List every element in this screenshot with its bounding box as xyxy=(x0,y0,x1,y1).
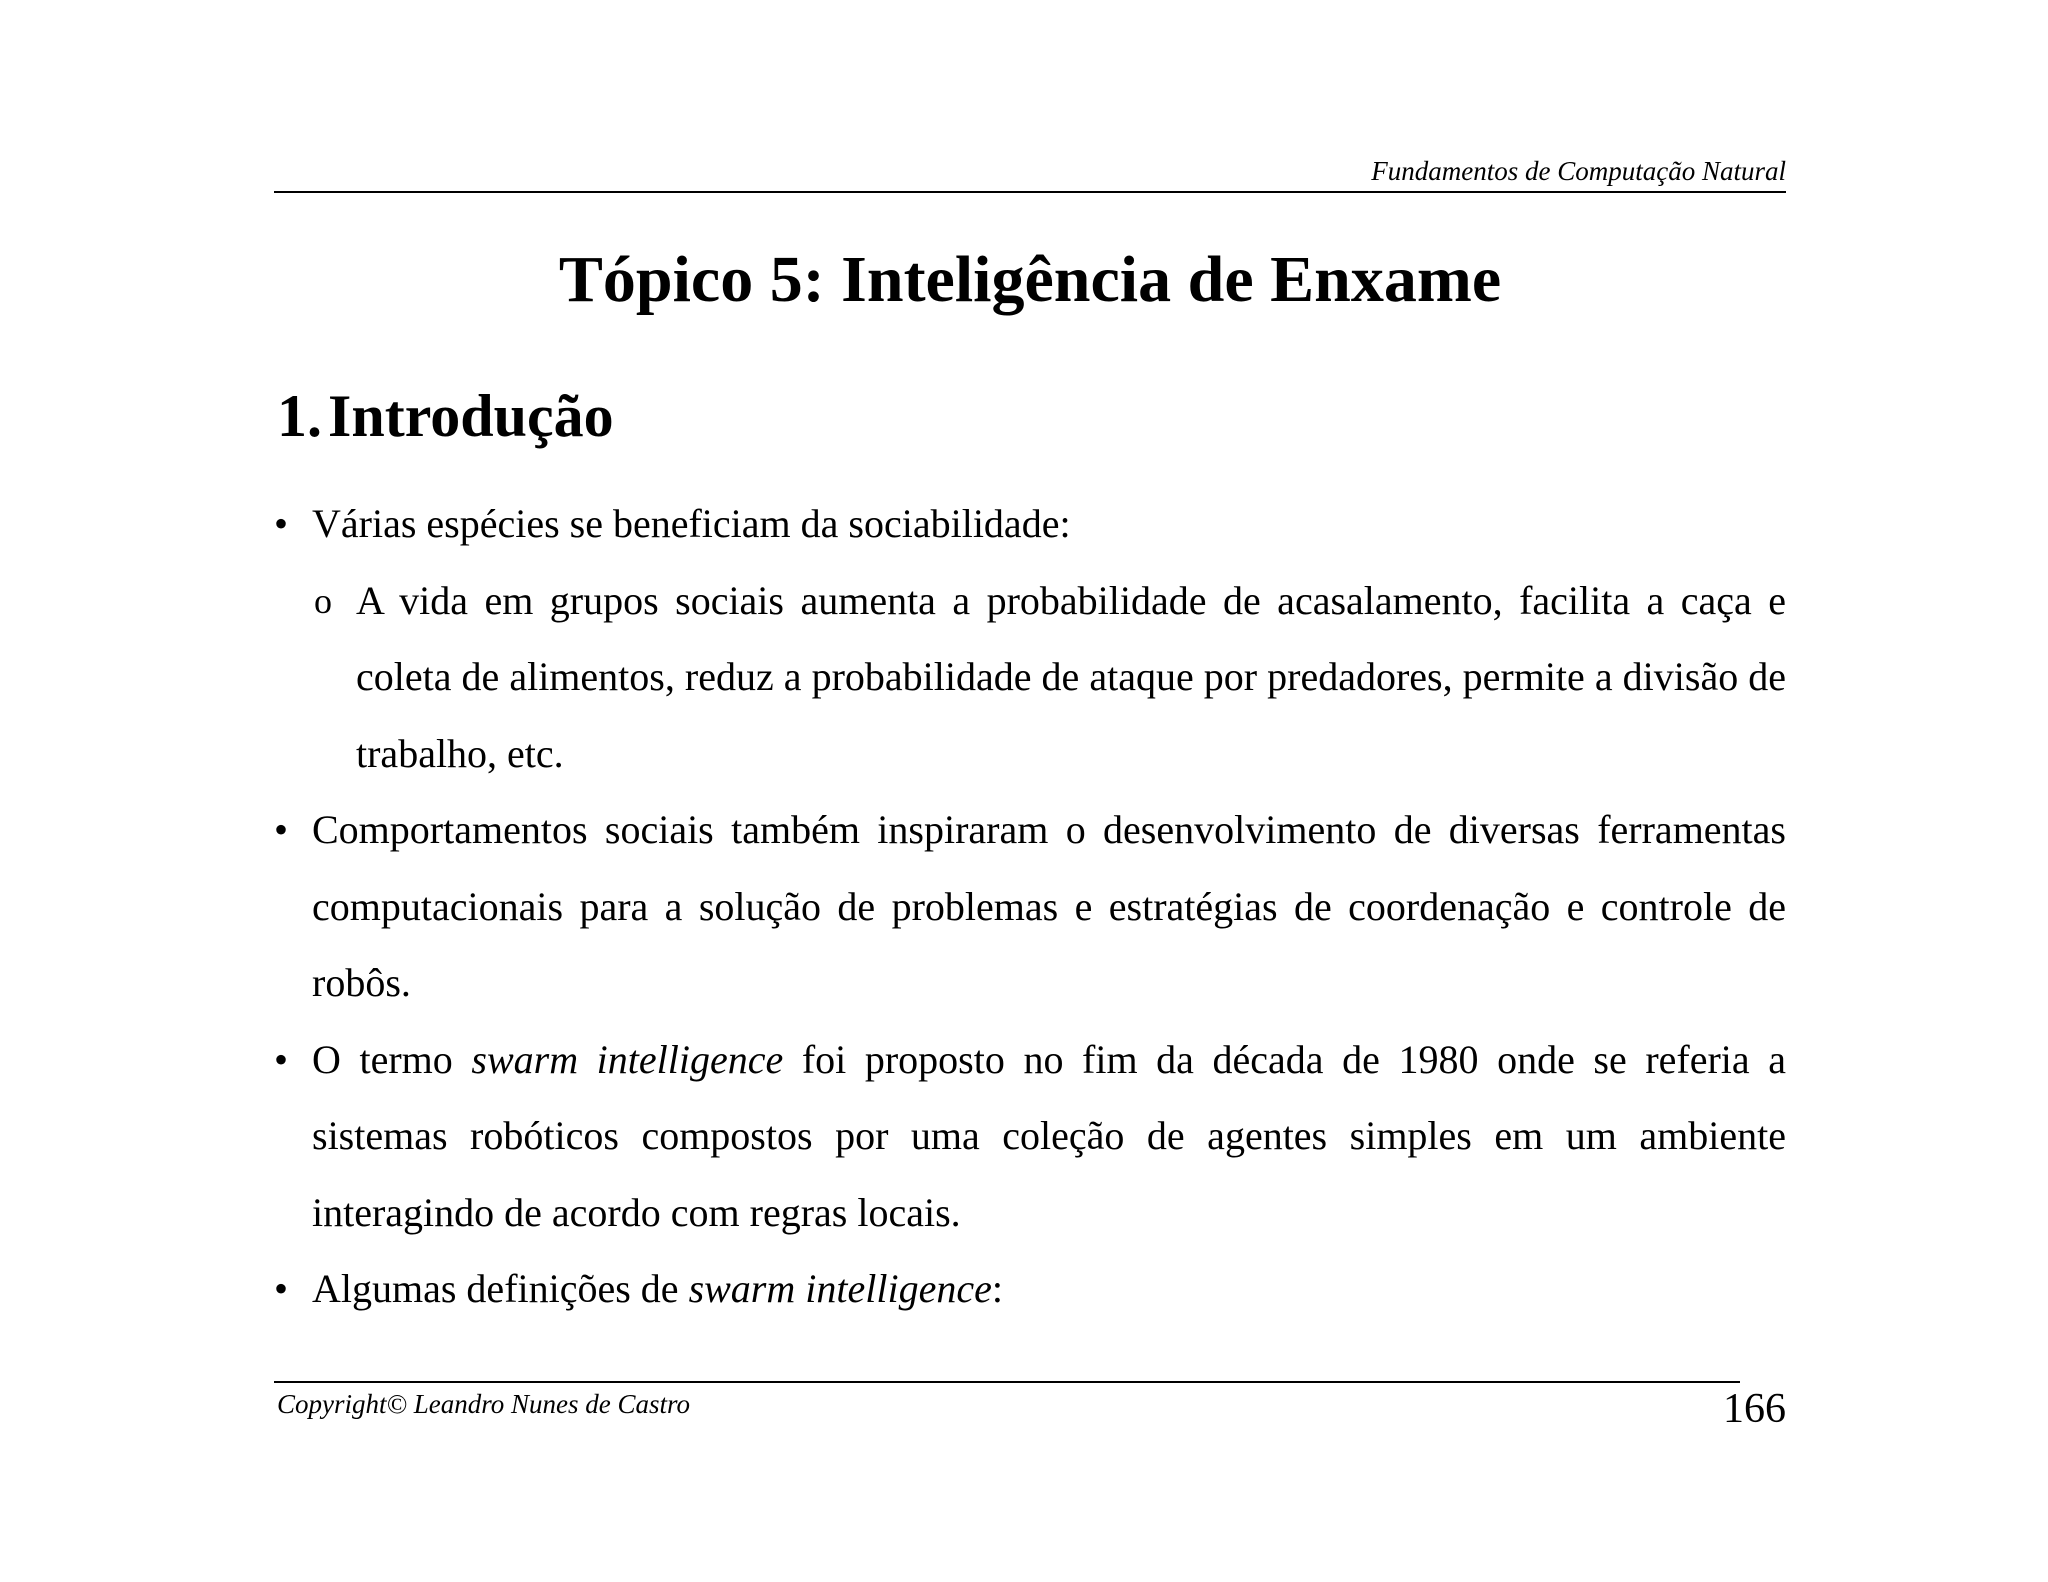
body-text xyxy=(274,486,1786,1328)
section-title: Introdução xyxy=(328,383,614,449)
bullet-icon: • xyxy=(274,1036,289,1082)
header-rule xyxy=(274,191,1786,193)
emphasis-term: swarm intelligence xyxy=(471,1036,784,1082)
bullet-text: Comportamentos sociais também inspiraram o desenvolvimento de diversas ferramentas computacionais para a solução de problemas e estratégias de coordenação e controle de robôs. xyxy=(312,807,1786,1005)
section-number: 1. xyxy=(277,383,322,449)
copyright-notice: Copyright© Leandro Nunes de Castro xyxy=(277,1389,691,1419)
bullet-icon: • xyxy=(274,501,289,546)
bullet-text-after: foi proposto no fim da década de 1980 onde se referia a sistemas robóticos compostos por uma coleção de agentes simples em um ambiente interagindo de acordo com regras locais. xyxy=(312,1036,1787,1235)
page-title: Tópico 5: Inteligência de Enxame xyxy=(558,243,1502,316)
bullet-text-before: O termo xyxy=(312,1036,472,1082)
bullet-item xyxy=(274,792,1786,1022)
running-header: Fundamentos de Computação Natural xyxy=(1371,156,1786,186)
emphasis-term: swarm intelligence xyxy=(688,1266,992,1311)
bullet-text-after: : xyxy=(991,1266,1003,1311)
bullet-text: Várias espécies se beneficiam da sociabilidade: xyxy=(312,501,1071,546)
sub-bullet-text: A vida em grupos sociais aumenta a probabilidade de acasalamento, facilita a caça e coleta de alimentos, reduz a probabilidade de ataque por predadores, permite a divisão de trabalho, etc. xyxy=(356,577,1786,776)
sub-bullet-icon: o xyxy=(314,580,332,621)
bullet-item xyxy=(274,1251,1786,1328)
footer-rule xyxy=(274,1381,1740,1383)
page-number: 166 xyxy=(1723,1386,1786,1432)
section-heading xyxy=(277,378,614,454)
bullet-item xyxy=(274,486,1786,563)
bullet-icon: • xyxy=(274,807,289,852)
bullet-text-before: Algumas definições de xyxy=(312,1266,689,1311)
sub-bullet-item xyxy=(274,563,1786,793)
bullet-item xyxy=(274,1022,1786,1252)
bullet-icon: • xyxy=(274,1266,289,1311)
